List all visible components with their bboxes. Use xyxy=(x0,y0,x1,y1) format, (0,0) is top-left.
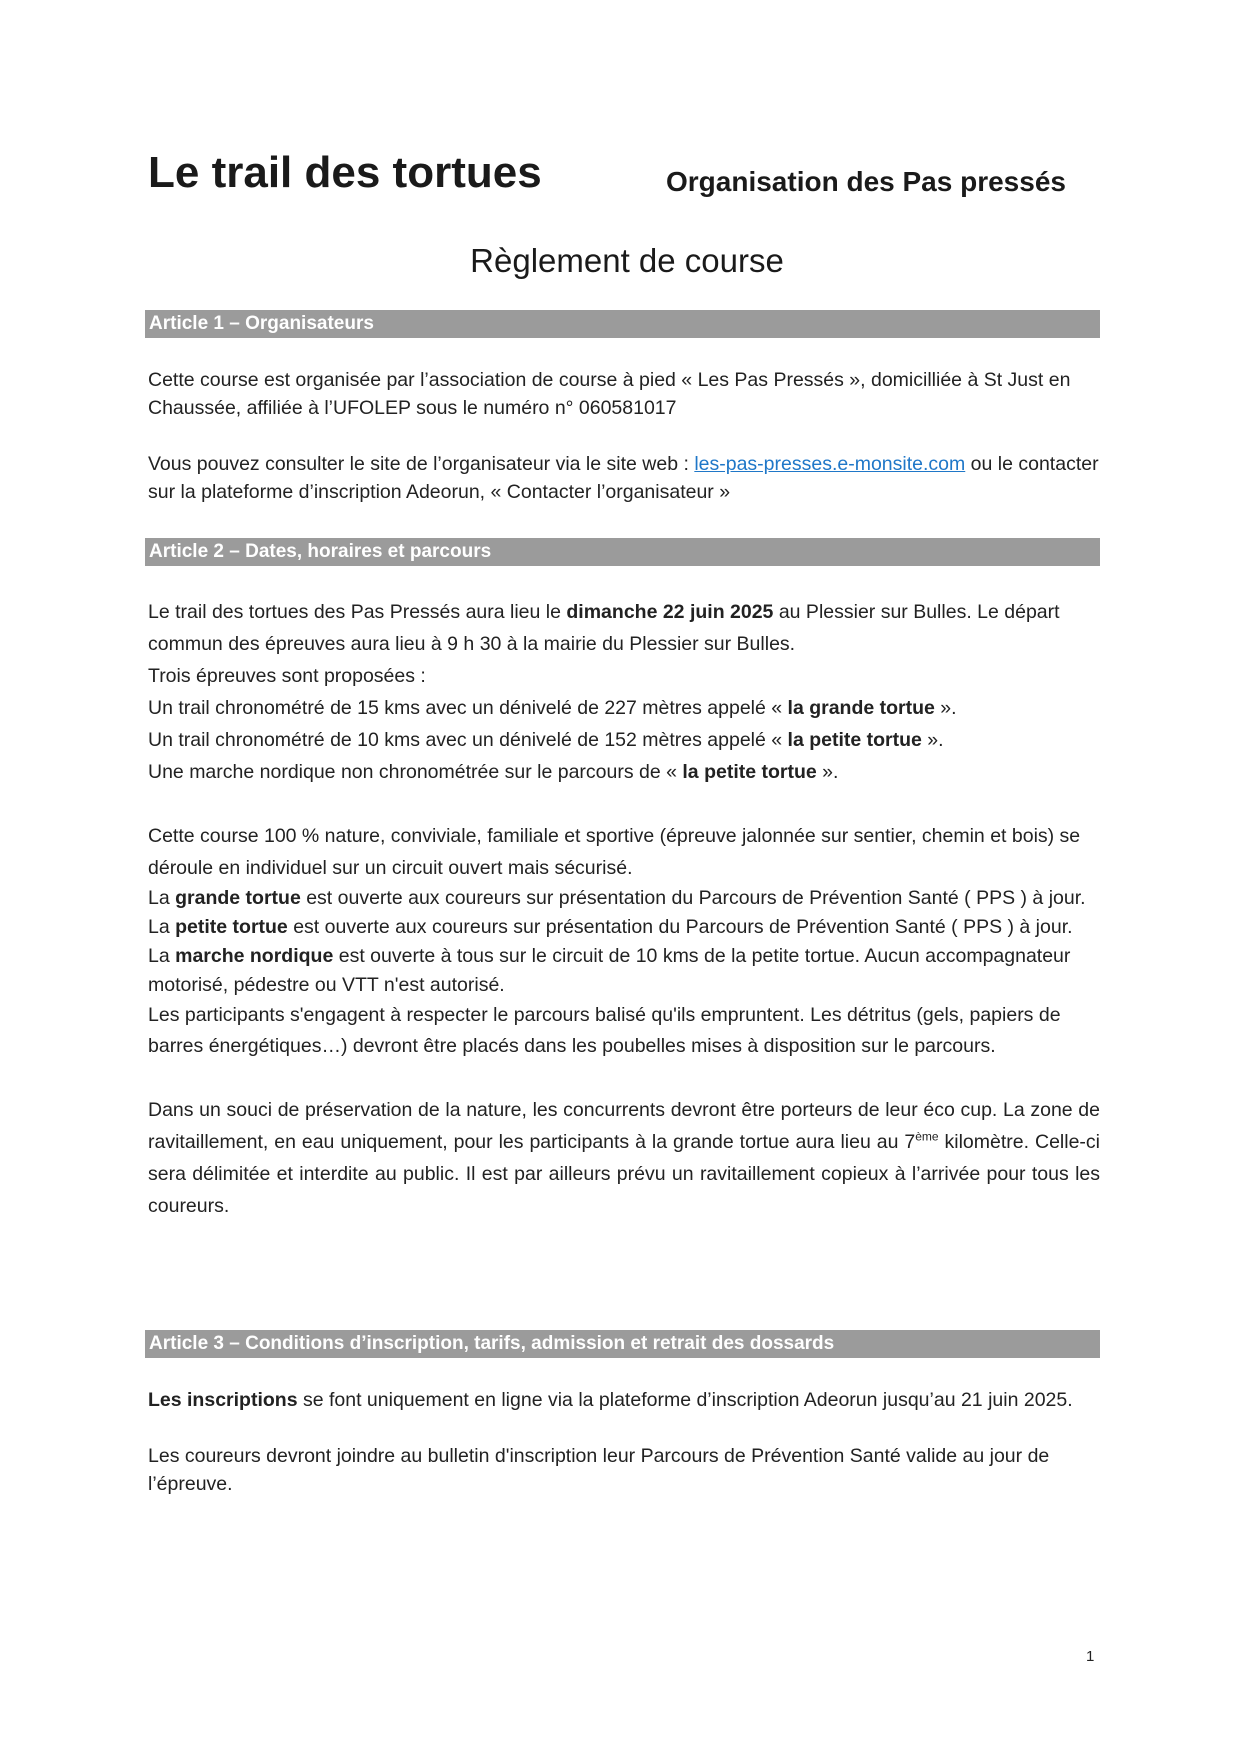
organisation-label: Organisation des Pas pressés xyxy=(666,166,1066,197)
text-span: au Plessier sur Bulles. Le départ commun des épreuves aura lieu à 9 h 30 à la mairie du Plessier sur Bulles. xyxy=(148,601,1060,655)
event-petite-tortue xyxy=(145,724,1100,756)
text-span: La xyxy=(148,916,176,938)
article-2-supply-paragraph xyxy=(145,1094,1100,1222)
article-3 xyxy=(145,1330,1100,1498)
event-marche-nordique xyxy=(145,756,1100,788)
text-span: ». xyxy=(816,761,839,783)
text-span: La xyxy=(148,945,176,967)
bold-span: Les inscriptions xyxy=(148,1389,298,1411)
document-subtitle: Règlement de course xyxy=(470,242,784,279)
bold-span: grande tortue xyxy=(175,887,301,909)
text-span: Vous pouvez consulter le site de l’organisateur via le site web : xyxy=(148,453,695,475)
bold-span: marche nordique xyxy=(175,945,334,967)
article-2-waste-paragraph: Les participants s'engagent à respecter le parcours balisé qu'ils empruntent. Les détritus (gels, papiers de barres énergétiques…) devront être placés dans les poubelles mises à disposition sur le parcours. xyxy=(148,1004,1061,1057)
article-1 xyxy=(145,310,1100,506)
grande-tortue-rule xyxy=(145,884,1100,913)
text-span: est ouverte aux coureurs sur présentation du Parcours de Prévention Santé ( PPS ) à jour. xyxy=(287,916,1073,938)
marche-nordique-rule xyxy=(145,942,1100,1000)
text-span: ». xyxy=(934,697,957,719)
text-span: est ouverte aux coureurs sur présentation du Parcours de Prévention Santé ( PPS ) à jour. xyxy=(300,887,1086,909)
text-span: Une marche nordique non chronométrée sur le parcours de « xyxy=(148,761,683,783)
petite-tortue-rule xyxy=(145,913,1100,942)
organiser-website-link[interactable]: les-pas-presses.e-monsite.com xyxy=(694,453,966,475)
article-1-heading: Article 1 – Organisateurs xyxy=(145,310,1100,338)
article-3-paragraph-2: Les coureurs devront joindre au bulletin d'inscription leur Parcours de Prévention Santé valide au jour de l’épreuve. xyxy=(148,1445,1050,1495)
event-grande-tortue xyxy=(145,692,1100,724)
article-2-date-paragraph xyxy=(145,596,1100,660)
bold-span: la grande tortue xyxy=(787,697,935,719)
bold-span: la petite tortue xyxy=(682,761,817,783)
article-1-paragraph-1: Cette course est organisée par l’association de course à pied « Les Pas Pressés », domicilliée à St Just en Chaussée, affiliée à l’UFOLEP sous le numéro n° 060581017 xyxy=(148,369,1071,419)
article-2-events-intro: Trois épreuves sont proposées : xyxy=(148,665,426,687)
text-span: est ouverte à tous sur le circuit de 10 kms de la petite tortue. Aucun accompagnateur motorisé, pédestre ou VTT n'est autorisé. xyxy=(148,945,1071,996)
text-span: ». xyxy=(921,729,944,751)
text-span: kilomètre. Celle-ci sera délimitée et interdite au public. Il est par ailleurs prévu un ravitaillement copieux à l’arrivée pour tous les coureurs. xyxy=(148,1131,1100,1217)
event-date: dimanche 22 juin 2025 xyxy=(566,601,774,623)
article-2 xyxy=(145,538,1100,1222)
text-span: Dans un souci de préservation de la nature, les concurrents devront être porteurs de leur éco cup. La zone de ravitaillement, en eau uniquement, pour les participants à la grande tortue aura lieu au 7 xyxy=(148,1099,1100,1153)
document-title: Le trail des tortues xyxy=(148,148,542,197)
article-1-paragraph-2 xyxy=(145,450,1100,506)
text-span: Un trail chronométré de 15 kms avec un dénivelé de 227 mètres appelé « xyxy=(148,697,788,719)
article-2-nature-paragraph: Cette course 100 % nature, conviviale, familiale et sportive (épreuve jalonnée sur sentier, chemin et bois) se déroule en individuel sur un circuit ouvert mais sécurisé. xyxy=(148,825,1081,879)
text-span: Un trail chronométré de 10 kms avec un dénivelé de 152 mètres appelé « xyxy=(148,729,788,751)
text-span: La xyxy=(148,887,176,909)
superscript: ème xyxy=(915,1129,939,1144)
text-span: Le trail des tortues des Pas Pressés aura lieu le xyxy=(148,601,567,623)
bold-span: petite tortue xyxy=(175,916,288,938)
article-3-paragraph-1 xyxy=(145,1386,1100,1414)
article-2-heading: Article 2 – Dates, horaires et parcours xyxy=(145,538,1100,566)
text-span: ou le contacter sur la plateforme d’inscription Adeorun, « Contacter l’organisateur » xyxy=(148,453,1099,503)
page-number: 1 xyxy=(1086,1648,1095,1665)
text-span: se font uniquement en ligne via la plateforme d’inscription Adeorun jusqu’au 21 juin 2025. xyxy=(297,1389,1073,1411)
bold-span: la petite tortue xyxy=(787,729,922,751)
article-3-heading: Article 3 – Conditions d’inscription, tarifs, admission et retrait des dossards xyxy=(145,1330,1100,1358)
